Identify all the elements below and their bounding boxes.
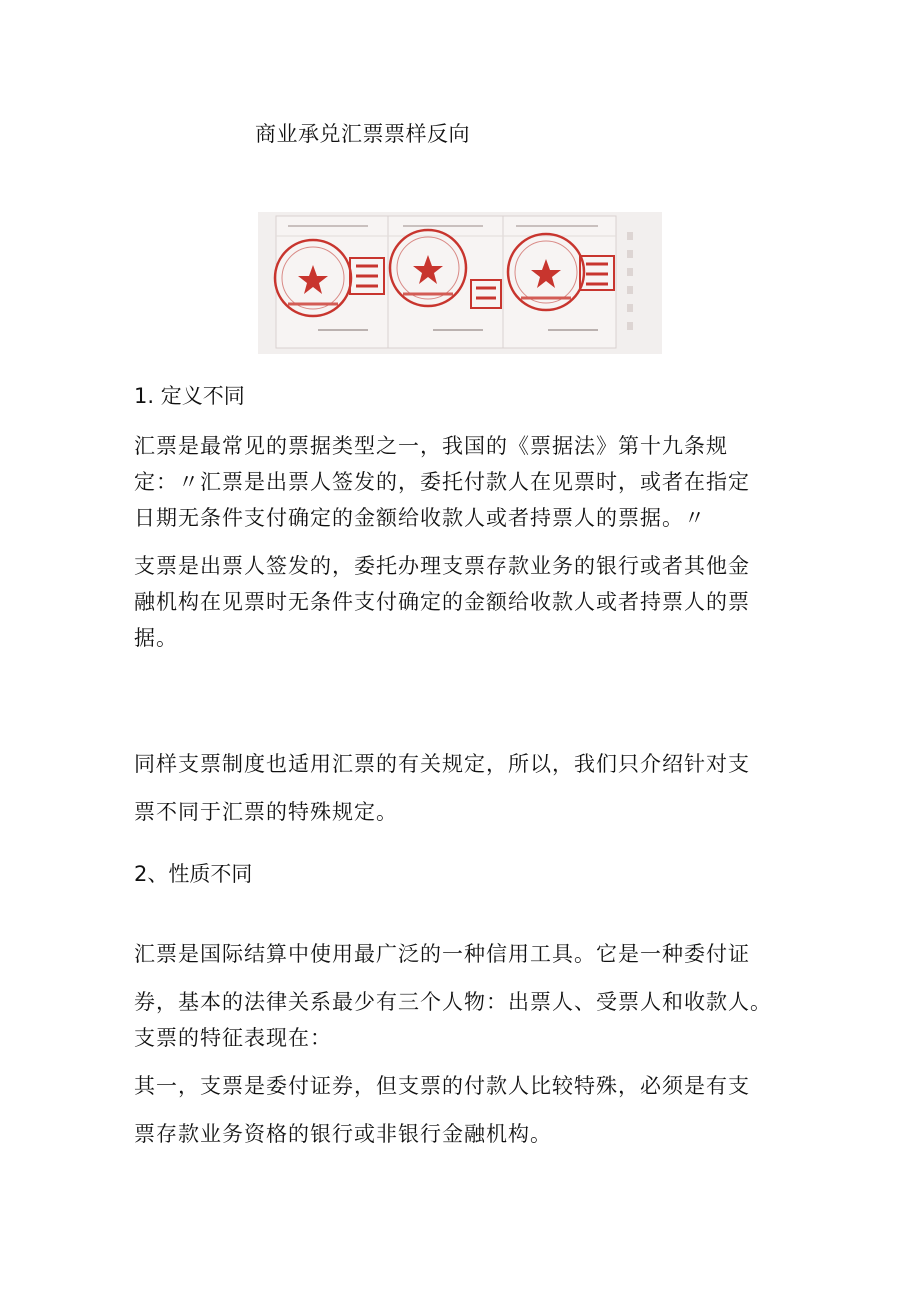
text-line: 券，基本的法律关系最少有三个人物：出票人、受票人和收款人。: [134, 990, 772, 1014]
text-line: 日期无条件支付确定的金额给收款人或者持票人的票据。〃: [134, 506, 706, 530]
text-line: 汇票是最常见的票据类型之一，我国的《票据法》第十九条规: [134, 434, 728, 458]
bill-back-image: [258, 212, 662, 354]
text-line: 票不同于汇票的特殊规定。: [134, 800, 398, 824]
text-line: 票存款业务资格的银行或非银行金融机构。: [134, 1122, 552, 1146]
text-line: 汇票是国际结算中使用最广泛的一种信用工具。它是一种委付证: [134, 942, 750, 966]
text-line: 融机构在见票时无条件支付确定的金额给收款人或者持票人的票: [134, 590, 750, 614]
section-1-paragraph-2: [134, 746, 814, 830]
text-line: 支票的特征表现在：: [134, 1026, 332, 1050]
section-2-paragraph: [134, 936, 814, 1152]
text-line: 同样支票制度也适用汇票的有关规定，所以，我们只介绍针对支: [134, 752, 750, 776]
section-1-heading: 1. 定义不同: [134, 384, 245, 408]
section-1-paragraph: [134, 428, 814, 656]
endorsement-seals-figure: [258, 212, 662, 354]
text-line: 定：〃汇票是出票人签发的，委托付款人在见票时，或者在指定: [134, 470, 750, 494]
page-title: 商业承兑汇票票样反向: [255, 122, 470, 146]
text-line: 据。: [134, 626, 178, 650]
text-line: 其一，支票是委付证券，但支票的付款人比较特殊，必须是有支: [134, 1074, 750, 1098]
text-line: 支票是出票人签发的，委托办理支票存款业务的银行或者其他金: [134, 554, 750, 578]
section-2-heading: 2、性质不同: [134, 862, 253, 886]
